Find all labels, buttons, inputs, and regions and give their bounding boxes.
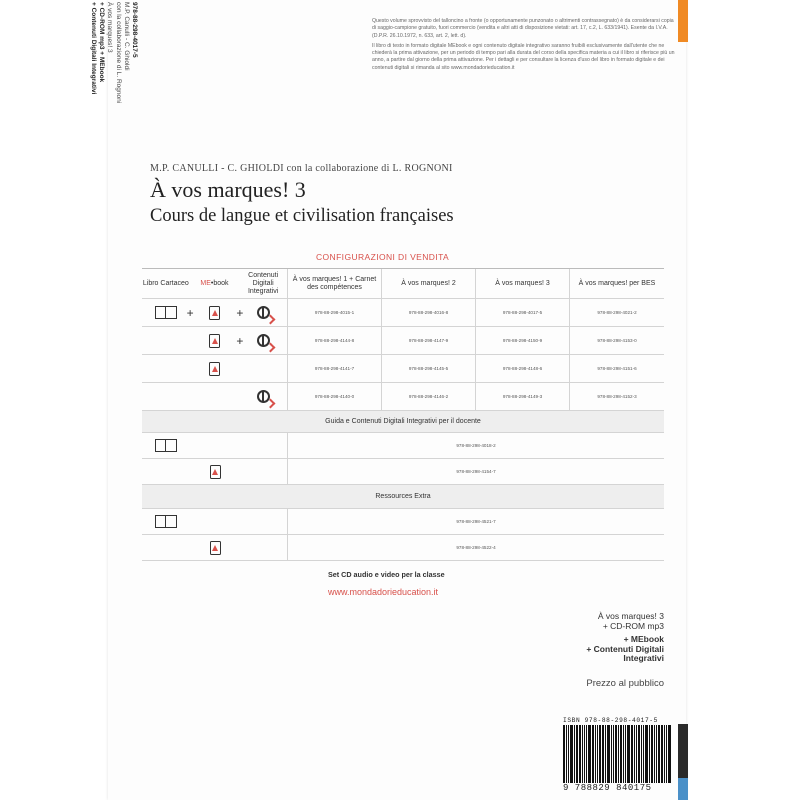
barcode-bar — [618, 725, 619, 783]
isbn-label: ISBN 978-88-298-4017-5 — [563, 717, 658, 724]
slot-book — [142, 509, 190, 534]
authors-line: M.P. CANULLI - C. GHIOLDI con la collaborazione di L. ROGNONI — [150, 163, 453, 174]
tablet-icon — [209, 362, 220, 376]
product-integrativi: Integrativi — [623, 653, 664, 663]
isbn-cell: 978-88-298-4016-8 — [382, 299, 476, 326]
barcode-bar — [625, 725, 626, 783]
book-icon — [155, 515, 177, 528]
barcode-bar — [599, 725, 601, 783]
barcode-number: 9 788829 840175 — [563, 783, 652, 793]
book-icon — [155, 439, 177, 452]
globe-icon — [257, 334, 270, 347]
header-vol2: À vos marques! 2 — [382, 269, 476, 298]
header-vol3: À vos marques! 3 — [476, 269, 570, 298]
row-icons — [142, 327, 288, 354]
slot-empty — [142, 327, 190, 354]
barcode-bar — [664, 725, 665, 783]
barcode-bar — [597, 725, 598, 783]
teacher-section-label: Guida e Contenuti Digitali Integrativi per il docente — [142, 411, 664, 433]
blue-edge-strip — [678, 778, 688, 800]
sales-table — [142, 268, 664, 561]
barcode-bar — [631, 725, 633, 783]
barcode-bar — [649, 725, 650, 783]
barcode-bar — [668, 725, 671, 783]
table-row — [142, 383, 664, 411]
tablet-icon — [209, 334, 220, 348]
isbn-cell: 978-88-298-4145-5 — [382, 355, 476, 382]
barcode-bar — [658, 725, 660, 783]
barcode-bar — [615, 725, 617, 783]
slot-tablet — [190, 459, 240, 484]
barcode-bar — [607, 725, 610, 783]
spine-contenuti: + Contenuti Digitali Integrativi — [89, 2, 97, 95]
spine-mebook: + CD-ROM mp3 + MEbook — [98, 2, 106, 83]
config-title: CONFIGURAZIONI DI VENDITA — [316, 252, 450, 262]
barcode-bar — [566, 725, 567, 783]
mebook-logo-me: ME — [200, 279, 211, 287]
barcode-bar — [638, 725, 640, 783]
globe-icon — [257, 306, 270, 319]
barcode-bar — [595, 725, 596, 783]
barcode-bar — [643, 725, 644, 783]
globe-icon — [257, 390, 270, 403]
table-row — [142, 355, 664, 383]
slot-tablet — [190, 327, 244, 354]
book-title: À vos marques! 3 — [150, 177, 306, 202]
spine-text — [89, 2, 138, 103]
website-link[interactable]: www.mondadorieducation.it — [328, 587, 439, 597]
slot-empty — [142, 459, 190, 484]
book-subtitle: Cours de langue et civilisation françaises — [150, 206, 454, 226]
isbn-cell: 978-88-298-4018-2 — [456, 443, 496, 448]
header-vol1: À vos marques! 1 + Carnet des compétences — [288, 269, 382, 298]
row-icons — [142, 459, 288, 484]
row-icons — [142, 383, 288, 410]
isbn-cell: 978-88-298-4150-9 — [476, 327, 570, 354]
barcode-bar — [605, 725, 606, 783]
slot-empty — [190, 383, 240, 410]
isbn-cell: 978-88-298-4017-5 — [476, 299, 570, 326]
table-row — [142, 327, 664, 355]
mebook-logo-book: •book — [210, 279, 229, 287]
isbn-cell: 978-88-298-4154-7 — [456, 469, 496, 474]
barcode-bar — [651, 725, 653, 783]
barcode-bar — [592, 725, 594, 783]
barcode-bar — [654, 725, 655, 783]
plus-icon: + — [186, 305, 194, 320]
plus-icon: + — [236, 333, 244, 348]
price-label: Prezzo al pubblico — [586, 678, 664, 689]
product-contenuti: + Contenuti Digitali — [586, 643, 664, 654]
barcode-bar — [611, 725, 612, 783]
tablet-icon — [210, 541, 221, 555]
barcode-bar — [584, 725, 585, 783]
header-icons-col — [142, 269, 288, 298]
slot-globe — [239, 299, 287, 326]
barcode-bar — [636, 725, 637, 783]
barcode-bar — [574, 725, 575, 783]
plus-icon: + — [236, 305, 244, 320]
slot-empty — [142, 383, 190, 410]
header-vol4: À vos marques! per BES — [578, 279, 656, 287]
slot-book — [142, 433, 190, 458]
isbn-cell: 978-88-298-4144-8 — [288, 327, 382, 354]
isbn-cell: 978-88-298-4146-2 — [382, 383, 476, 410]
barcode-bar — [627, 725, 630, 783]
table-row — [142, 535, 664, 561]
legal-paragraph-1: Questo volume sprovvisto del talloncino a fronte (o opportunamente punzonato o altrimenti contrassegnato) è da considerarsi copia di saggio-campione gratuito, fuori commercio (vendita e altri atti di disposizione vietati: art. 17, c.2, L. 633/1941). Esente da I.V.A. (D.P.R. 26.10.1972, n. 633, art. 2, lett. d). — [372, 18, 674, 39]
barcode-bar — [602, 725, 604, 783]
table-header-row — [142, 269, 664, 299]
spine-label — [89, 0, 178, 104]
header-mebook — [190, 269, 240, 298]
barcode-bar — [641, 725, 642, 783]
book-icon — [155, 306, 177, 319]
extra-section-label: Ressources Extra — [142, 485, 664, 509]
table-row — [142, 459, 664, 485]
barcode-bar — [582, 725, 583, 783]
row-icons — [142, 433, 288, 458]
table-row — [142, 299, 664, 327]
isbn-cell: 978-88-298-4153-0 — [597, 338, 637, 343]
isbn-cell: 978-88-298-4149-3 — [476, 383, 570, 410]
isbn-cell: 978-88-298-4147-9 — [382, 327, 476, 354]
header-contenuti: Contenuti Digitali Integrativi — [247, 271, 279, 295]
barcode-bar — [579, 725, 581, 783]
barcode-bar — [568, 725, 569, 783]
legal-notice — [372, 18, 676, 72]
product-title: À vos marques! 3 — [597, 611, 664, 621]
spine-title: À vos marques! 3 — [106, 2, 114, 53]
barcode-bar — [645, 725, 648, 783]
row-icons — [142, 299, 288, 326]
barcode-bar — [623, 725, 624, 783]
slot-tablet — [186, 299, 244, 326]
slot-globe — [239, 327, 287, 354]
row-icons — [142, 509, 288, 534]
spine-isbn: 978-88-298-4017-5 — [131, 2, 138, 58]
slot-empty — [142, 535, 190, 560]
product-mebook: + MEbook — [623, 634, 664, 644]
spine-authors: M.P. Canulli - C. Ghioldi — [122, 2, 130, 71]
orange-edge-strip — [678, 0, 688, 42]
barcode-bar — [656, 725, 657, 783]
table-row — [142, 509, 664, 535]
isbn-cell: 978-88-298-4148-6 — [476, 355, 570, 382]
barcode-bar — [634, 725, 635, 783]
barcode-bar — [588, 725, 591, 783]
slot-tablet — [190, 535, 240, 560]
set-cd-label: Set CD audio e video per la classe — [328, 570, 445, 579]
barcode-bar — [586, 725, 587, 783]
slot-book — [142, 299, 190, 326]
tablet-icon — [210, 465, 221, 479]
legal-paragraph-2: Il libro di testo in formato digitale MEbook e ogni contenuto digitale integrativo saranno fruibili esclusivamente dall'utente che ne chiederà la prima attivazione, per un periodo di tempo pari alla durata del corso della specifica materia a cui il libro si riferisce più un anno, a partire dal giorno della prima attivazione. Per i dettagli e per consultare la licenza d'uso del libro in formato digitale e dei contenuti digitali si rimanda al sito www.mondadorieducation.it — [372, 42, 675, 71]
header-libro: Libro Cartaceo — [142, 279, 189, 287]
isbn-cell: 978-88-298-4151-6 — [597, 366, 637, 371]
barcode — [563, 725, 675, 783]
slot-globe — [239, 383, 287, 410]
barcode-bar — [563, 725, 565, 783]
barcode-bar — [661, 725, 663, 783]
isbn-cell: 978-88-298-4140-0 — [288, 383, 382, 410]
table-row — [142, 433, 664, 459]
barcode-bar — [576, 725, 578, 783]
product-cdrom: + CD-ROM mp3 — [602, 620, 664, 631]
product-config — [560, 612, 664, 664]
isbn-cell: 978-88-298-4141-7 — [288, 355, 382, 382]
tablet-icon — [209, 306, 220, 320]
isbn-cell: 978-88-298-4521-7 — [456, 519, 496, 524]
slot-empty — [239, 355, 287, 382]
row-icons — [142, 535, 288, 560]
barcode-bar — [613, 725, 614, 783]
barcode-bar — [620, 725, 622, 783]
row-icons — [142, 355, 288, 382]
slot-tablet — [190, 355, 240, 382]
isbn-cell: 978-88-298-4152-3 — [597, 394, 637, 399]
barcode-bar — [570, 725, 573, 783]
barcode-bar — [666, 725, 667, 783]
slot-empty — [142, 355, 190, 382]
isbn-cell: 978-88-298-4015-1 — [288, 299, 382, 326]
isbn-cell: 978-88-298-4522-4 — [456, 545, 496, 550]
isbn-cell: 978-88-298-4021-2 — [597, 310, 637, 315]
spine-collab: con la collaborazione di L. Rognoni — [114, 2, 122, 104]
